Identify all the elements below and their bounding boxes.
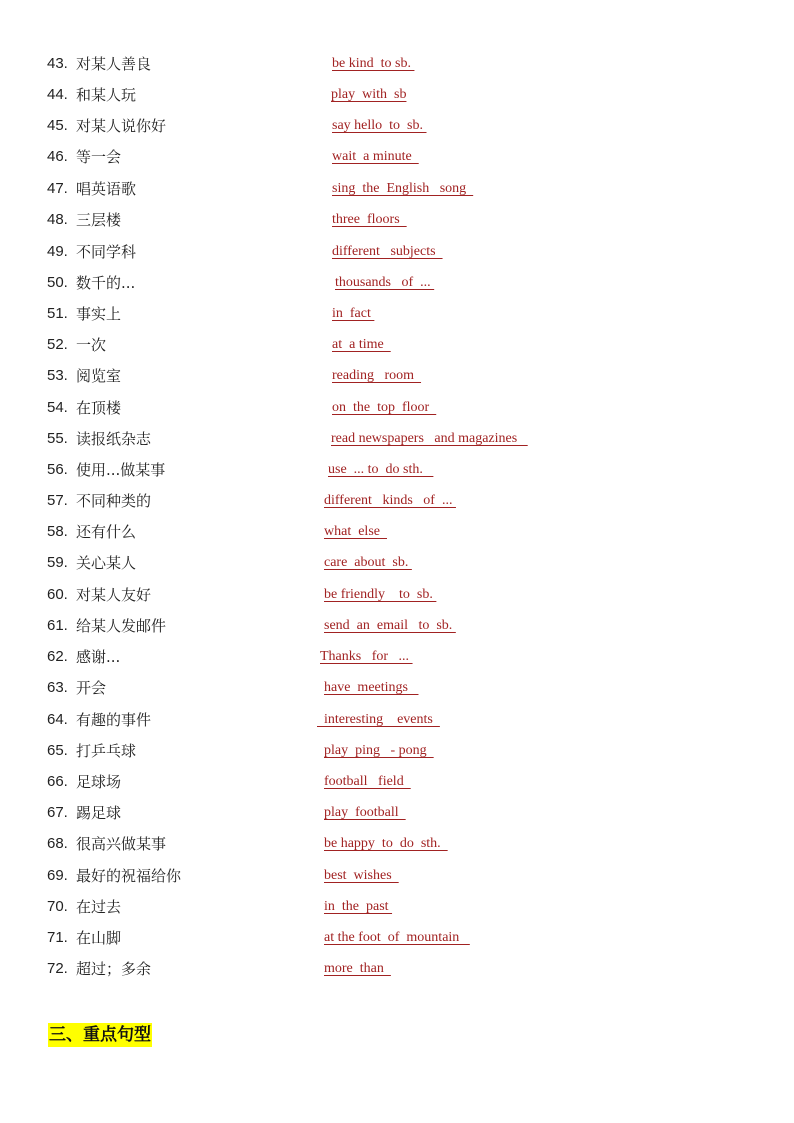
item-number: 64. [47, 711, 68, 728]
english-answer: be friendly to sb. [324, 587, 437, 602]
list-item [0, 52, 794, 76]
chinese-phrase: 踢足球 [76, 804, 122, 822]
english-answer: in the past [324, 899, 393, 914]
list-item [0, 801, 794, 825]
item-number: 54. [47, 399, 68, 416]
list-item [0, 864, 794, 888]
chinese-phrase: 关心某人 [76, 554, 137, 572]
chinese-phrase: 对某人说你好 [76, 117, 167, 135]
list-item [0, 458, 794, 482]
list-item [0, 489, 794, 513]
english-answer: reading room [332, 368, 422, 383]
chinese-phrase: 有趣的事件 [76, 711, 152, 729]
list-item [0, 83, 794, 107]
item-number: 61. [47, 617, 68, 634]
list-item [0, 240, 794, 264]
chinese-phrase: 对某人善良 [76, 55, 152, 73]
list-item [0, 551, 794, 575]
list-item [0, 520, 794, 544]
english-answer: read newspapers and magazines [331, 431, 528, 446]
list-item [0, 926, 794, 950]
list-item [0, 114, 794, 138]
item-number: 63. [47, 679, 68, 696]
chinese-phrase: 一次 [76, 336, 107, 354]
english-answer: wait a minute [332, 149, 419, 164]
list-item [0, 333, 794, 357]
chinese-phrase: 读报纸杂志 [76, 430, 152, 448]
english-answer: thousands of ... [335, 275, 435, 290]
list-item [0, 832, 794, 856]
item-number: 50. [47, 274, 68, 291]
list-item [0, 396, 794, 420]
item-number: 47. [47, 180, 68, 197]
chinese-phrase: 等一会 [76, 148, 122, 166]
list-item [0, 895, 794, 919]
english-answer: best wishes [324, 868, 399, 883]
chinese-phrase: 和某人玩 [76, 86, 137, 104]
chinese-phrase: 不同种类的 [76, 492, 152, 510]
item-number: 58. [47, 523, 68, 540]
list-item [0, 302, 794, 326]
item-number: 46. [47, 148, 68, 165]
english-answer: be happy to do sth. [324, 836, 448, 851]
list-item [0, 708, 794, 732]
english-answer: what else [324, 524, 387, 539]
chinese-phrase: 数千的... [76, 274, 136, 292]
chinese-phrase: 开会 [76, 679, 107, 697]
item-number: 43. [47, 55, 68, 72]
english-answer: different kinds of ... [324, 493, 456, 508]
item-number: 55. [47, 430, 68, 447]
chinese-phrase: 超过；多余 [76, 960, 152, 978]
chinese-phrase: 不同学科 [76, 243, 137, 261]
chinese-phrase: 在山脚 [76, 929, 122, 947]
english-answer: in fact [332, 306, 375, 321]
chinese-phrase: 打乒乓球 [76, 742, 137, 760]
chinese-phrase: 使用...做某事 [76, 461, 166, 479]
list-item [0, 427, 794, 451]
list-item [0, 364, 794, 388]
list-item [0, 583, 794, 607]
english-answer: at the foot of mountain [324, 930, 470, 945]
english-answer: play with sb [331, 87, 407, 102]
item-number: 56. [47, 461, 68, 478]
english-answer: care about sb. [324, 555, 412, 570]
english-answer: play ping - pong [324, 743, 434, 758]
item-number: 57. [47, 492, 68, 509]
chinese-phrase: 对某人友好 [76, 586, 152, 604]
english-answer: use ... to do sth. [328, 462, 434, 477]
english-answer: three floors [332, 212, 407, 227]
english-answer: on the top floor [332, 400, 437, 415]
english-answer: be kind to sb. [332, 56, 415, 71]
item-number: 62. [47, 648, 68, 665]
item-number: 52. [47, 336, 68, 353]
item-number: 44. [47, 86, 68, 103]
list-item [0, 676, 794, 700]
chinese-phrase: 很高兴做某事 [76, 835, 167, 853]
list-item [0, 739, 794, 763]
list-item [0, 957, 794, 981]
english-answer: football field [324, 774, 411, 789]
item-number: 66. [47, 773, 68, 790]
chinese-phrase: 在过去 [76, 898, 122, 916]
english-answer: play football [324, 805, 406, 820]
list-item [0, 645, 794, 669]
item-number: 68. [47, 835, 68, 852]
item-number: 48. [47, 211, 68, 228]
chinese-phrase: 足球场 [76, 773, 122, 791]
item-number: 71. [47, 929, 68, 946]
item-number: 70. [47, 898, 68, 915]
list-item [0, 271, 794, 295]
item-number: 59. [47, 554, 68, 571]
item-number: 72. [47, 960, 68, 977]
chinese-phrase: 在顶楼 [76, 399, 122, 417]
chinese-phrase: 唱英语歌 [76, 180, 137, 198]
item-number: 53. [47, 367, 68, 384]
english-answer: sing the English song [332, 181, 474, 196]
item-number: 67. [47, 804, 68, 821]
item-number: 45. [47, 117, 68, 134]
item-number: 65. [47, 742, 68, 759]
list-item [0, 177, 794, 201]
item-number: 69. [47, 867, 68, 884]
english-answer: at a time [332, 337, 391, 352]
list-item [0, 770, 794, 794]
chinese-phrase: 还有什么 [76, 523, 137, 541]
english-answer: Thanks for ... [320, 649, 413, 664]
item-number: 51. [47, 305, 68, 322]
english-answer: have meetings [324, 680, 419, 695]
english-answer: interesting events [317, 712, 440, 727]
chinese-phrase: 阅览室 [76, 367, 122, 385]
list-item [0, 614, 794, 638]
english-answer: more than [324, 961, 391, 976]
chinese-phrase: 事实上 [76, 305, 122, 323]
section-heading: 三、重点句型 [49, 1025, 151, 1045]
list-item [0, 208, 794, 232]
chinese-phrase: 给某人发邮件 [76, 617, 167, 635]
english-answer: send an email to sb. [324, 618, 456, 633]
item-number: 60. [47, 586, 68, 603]
chinese-phrase: 最好的祝福给你 [76, 867, 182, 885]
item-number: 49. [47, 243, 68, 260]
chinese-phrase: 感谢... [76, 648, 121, 666]
english-answer: different subjects [332, 244, 443, 259]
chinese-phrase: 三层楼 [76, 211, 122, 229]
english-answer: say hello to sb. [332, 118, 427, 133]
list-item [0, 145, 794, 169]
